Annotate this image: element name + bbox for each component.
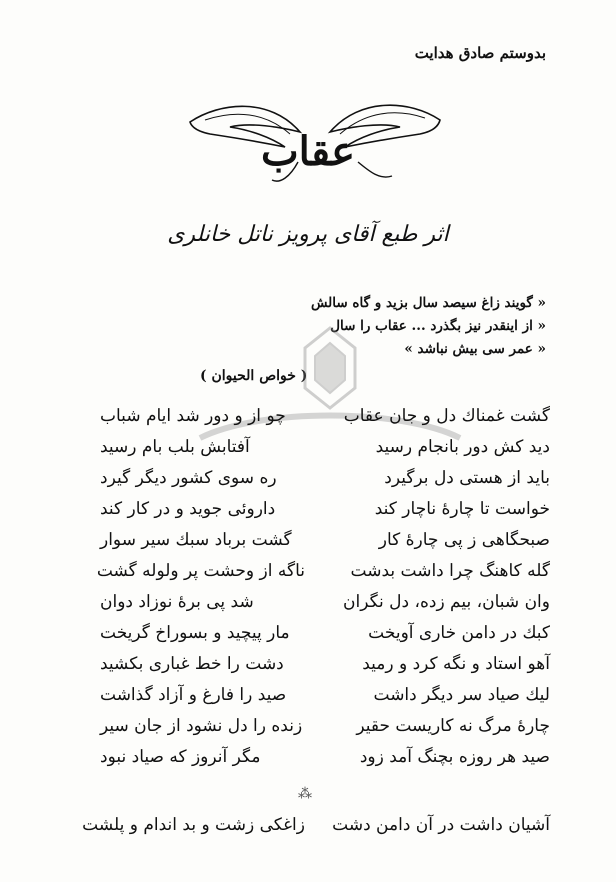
hemistich-second: شد پی برهٔ نوزاد دوان <box>100 591 254 612</box>
poem-title: عقاب <box>261 128 355 175</box>
hemistich-first: لیك صیاد سر دیگر داشت <box>373 684 550 705</box>
couplet <box>100 431 550 462</box>
hemistich-second: مگر آنروز كه صیاد نبود <box>100 746 261 767</box>
couplet <box>100 493 550 524</box>
couplet <box>100 524 550 555</box>
hemistich-first: خواست تا چارهٔ ناچار كند <box>374 498 550 519</box>
hemistich-second: مار پیچید و بسوراخ گریخت <box>100 622 290 643</box>
couplet <box>100 741 550 772</box>
hemistich-second: داروئی جوید و در كار كند <box>100 498 276 519</box>
couplet <box>100 400 550 431</box>
couplet <box>82 815 550 835</box>
epigraph-line: « گویند زاغ سیصد سال بزید و گاه سالش <box>310 295 546 311</box>
section-separator: ⁂ <box>298 786 312 802</box>
hemistich-first: باید از هستی دل برگیرد <box>384 467 550 488</box>
hemistich-second: ره سوی كشور دیگر گیرد <box>100 467 277 488</box>
hemistich-second: ناگه از وحشت پر ولوله گشت <box>96 560 305 581</box>
hemistich-first: دید كش دور بانجام رسید <box>375 436 550 457</box>
couplet <box>100 462 550 493</box>
epigraph-source: ( خواص الحیوان ) <box>200 368 308 384</box>
poem-body <box>96 400 550 772</box>
hemistich-second: گشت برباد سبك سیر سوار <box>100 529 292 550</box>
hemistich-first: صبحگاهی ز پی چارهٔ كار <box>378 529 550 550</box>
hemistich-first: گله كاهنگ چرا داشت بدشت <box>350 560 550 581</box>
couplet <box>96 555 550 586</box>
epigraph-line: « از اینقدر نیز بگذرد ... عقاب را سال <box>330 318 546 334</box>
author-byline: اثر طبع آقای پرویز ناتل خانلری <box>167 222 449 247</box>
hemistich-second: چو از و دور شد ایام شباب <box>100 405 286 426</box>
hemistich-second: صید را فارغ و آزاد گذاشت <box>100 684 287 705</box>
hemistich-first: آشیان داشت در آن دامن دشت <box>332 815 550 835</box>
hemistich-second: زنده را دل نشود از جان سیر <box>100 715 303 736</box>
couplet <box>100 710 550 741</box>
epigraph-line: « عمر سی بیش نباشد » <box>404 341 546 357</box>
couplet <box>100 648 550 679</box>
dedication: بدوستم صادق هدایت <box>414 44 546 62</box>
hemistich-first: كبك در دامن خاری آویخت <box>368 622 550 643</box>
couplet <box>100 586 550 617</box>
hemistich-second: زاغكی زشت و بد اندام و پلشت <box>82 815 305 835</box>
hemistich-first: چارهٔ مرگ نه كاریست حقیر <box>356 715 550 736</box>
hemistich-first: وان شبان، بیم زده، دل نگران <box>343 591 550 612</box>
couplet <box>100 679 550 710</box>
hemistich-first: گشت غمناك دل و جان عقاب <box>343 405 550 426</box>
hemistich-first: صید هر روزه بچنگ آمد زود <box>359 746 550 767</box>
couplet <box>100 617 550 648</box>
hemistich-second: دشت را خط غباری بكشید <box>100 653 284 674</box>
hemistich-second: آفتابش بلب بام رسید <box>100 436 250 457</box>
hemistich-first: آهو استاد و نگه كرد و رمید <box>362 653 550 674</box>
